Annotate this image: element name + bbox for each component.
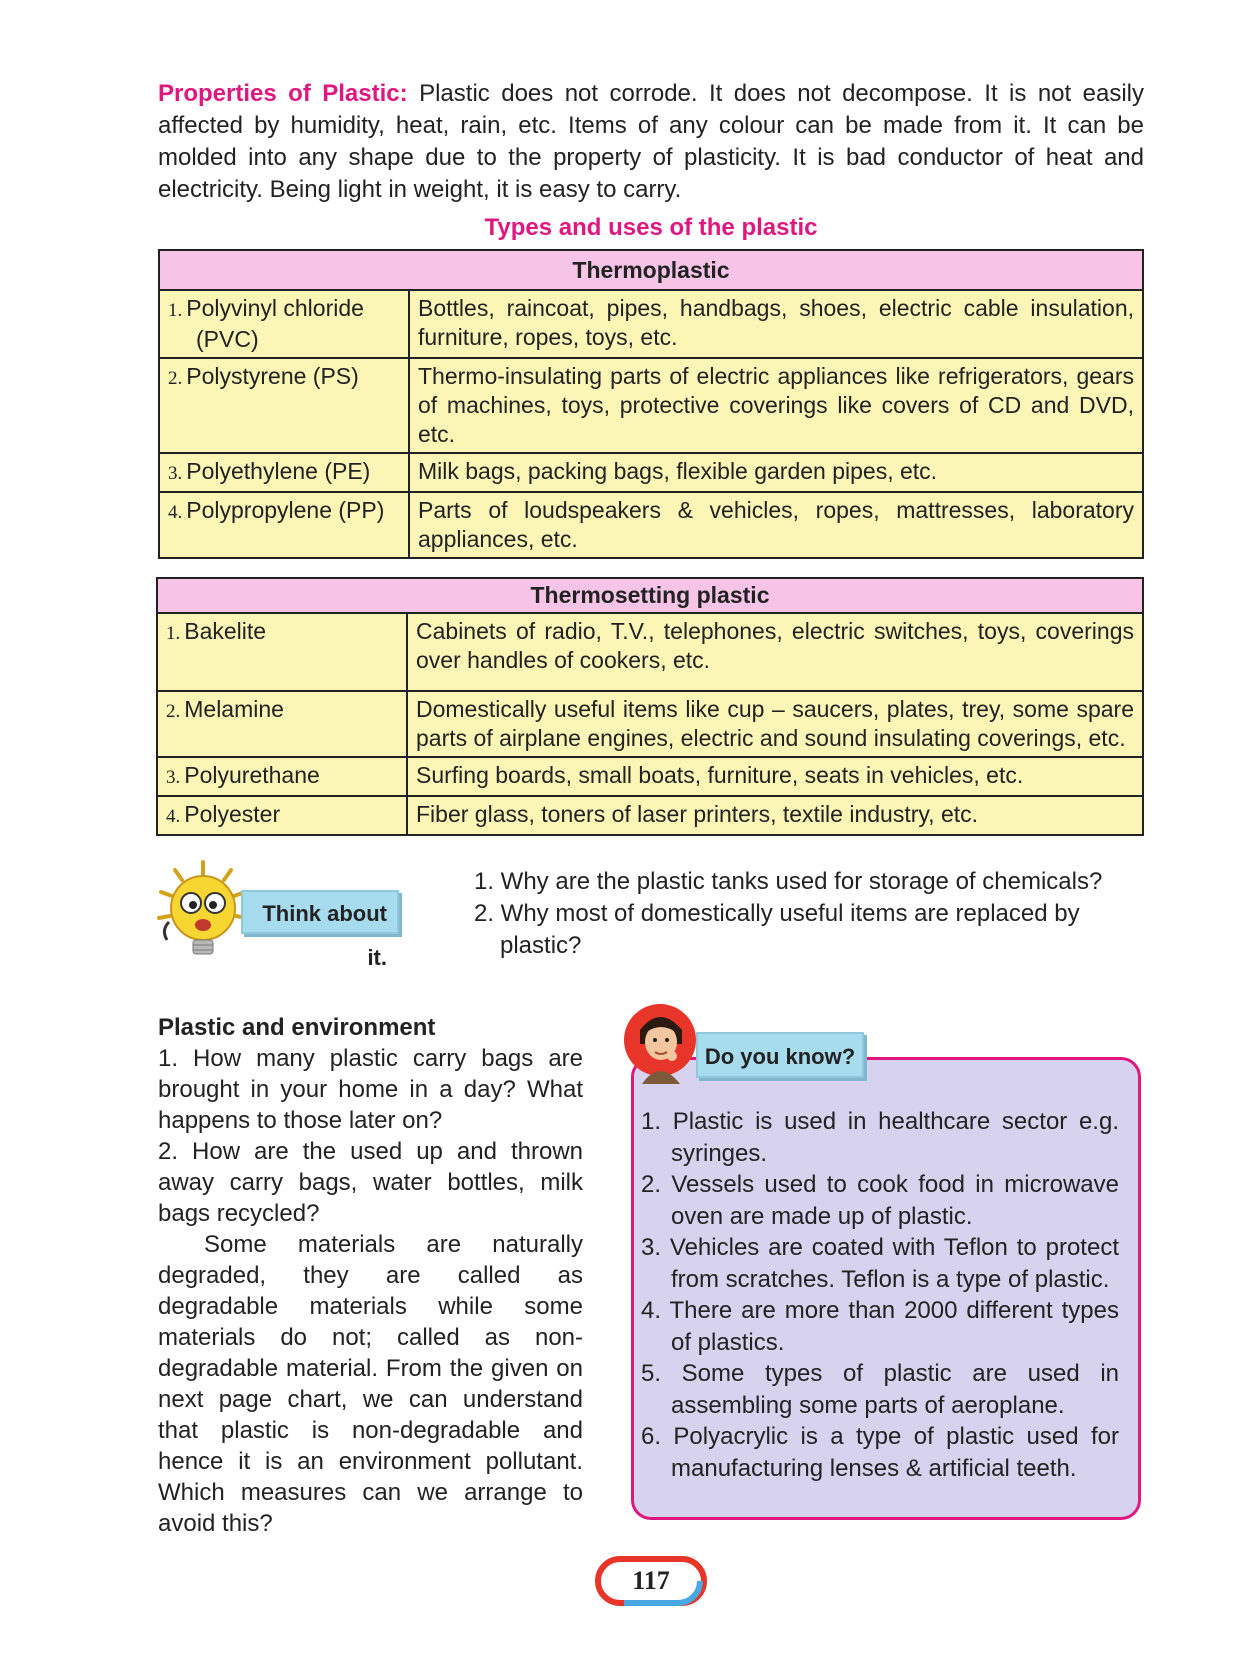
row-number: 4. xyxy=(168,502,183,523)
plastic-name-cell xyxy=(159,492,409,558)
plastic-name: Polyethylene (PE) xyxy=(186,458,371,484)
plastic-name: Bakelite xyxy=(184,618,267,644)
plastic-name-cell xyxy=(159,290,409,358)
row-number: 1. xyxy=(168,300,183,321)
environment-paragraph: Some materials are naturally degraded, they are called as degradable materials while some materials do not; called as non-degradable material. From the given on next page chart, we can understand that plastic is non-degradable and hence it is an environment pollutant. Which measures can we arrange to avoid this? xyxy=(158,1231,583,1537)
environment-question: 1. How many plastic carry bags are brought in your home in a day? What happens to those later on? xyxy=(158,1045,583,1134)
do-you-know-list xyxy=(641,1106,1119,1484)
table-row xyxy=(159,453,1143,492)
plastic-uses-cell: Thermo-insulating parts of electric appliances like refrigerators, gears of machines, toys, protective coverings like covers of CD and DVD, etc. xyxy=(409,358,1143,453)
plastic-name: Polyurethane xyxy=(184,762,320,788)
plastic-abbrev: (PVC) xyxy=(196,326,259,352)
page-number: 117 xyxy=(632,1566,670,1595)
plastic-name-cell xyxy=(157,691,407,757)
environment-section xyxy=(158,1012,583,1539)
list-item: 1. Plastic is used in healthcare sector e.g. syringes. xyxy=(641,1108,1119,1167)
list-item: 6. Polyacrylic is a type of plastic used for manufacturing lenses & artificial teeth. xyxy=(641,1423,1119,1482)
plastic-uses-cell: Surfing boards, small boats, furniture, seats in vehicles, etc. xyxy=(407,757,1143,796)
plastic-name-cell xyxy=(157,796,407,835)
plastic-name: Polystyrene (PS) xyxy=(186,363,359,389)
plastic-name-cell xyxy=(159,453,409,492)
environment-title: Plastic and environment xyxy=(158,1014,436,1041)
table-row xyxy=(159,492,1143,558)
think-about-it-label: Think about it. xyxy=(241,890,399,934)
list-item: 3. Vehicles are coated with Teflon to protect from scratches. Teflon is a type of plastic. xyxy=(641,1234,1119,1293)
table-row xyxy=(157,796,1143,835)
properties-text: Plastic does not corrode. It does not decompose. It is not easily affected by humidity, heat, rain, etc. Items of any colour can be made from it. It can be molded into any shape due to the property of plasticity. It is bad conductor of heat and electricity. Being light in weight, it is easy to carry. xyxy=(158,80,1145,203)
plastic-name: Polypropylene (PP) xyxy=(186,497,385,523)
row-number: 2. xyxy=(166,701,181,722)
table-row xyxy=(159,290,1143,358)
properties-paragraph xyxy=(158,78,1144,206)
plastic-uses-cell: Cabinets of radio, T.V., telephones, electric switches, toys, coverings over handles of cookers, etc. xyxy=(407,613,1143,691)
think-questions xyxy=(474,866,1154,962)
plastic-name-cell xyxy=(157,613,407,691)
list-item: 2. Vessels used to cook food in microwave oven are made up of plastic. xyxy=(641,1171,1119,1230)
list-item: 1. Why are the plastic tanks used for storage of chemicals? xyxy=(474,868,1103,895)
row-number: 3. xyxy=(168,463,183,484)
table-row xyxy=(157,691,1143,757)
list-item: 2. Why most of domestically useful items are replaced by plastic? xyxy=(474,900,1080,959)
plastic-uses-cell: Domestically useful items like cup – saucers, plates, trey, some spare parts of airplane engines, electric and sound insulating coverings, etc. xyxy=(407,691,1143,757)
thermoplastic-table xyxy=(158,249,1144,559)
plastic-uses-cell: Fiber glass, toners of laser printers, textile industry, etc. xyxy=(407,796,1143,835)
list-item: 4. There are more than 2000 different types of plastics. xyxy=(641,1297,1119,1356)
lightbulb-mascot-icon xyxy=(155,860,255,966)
plastic-name-cell xyxy=(157,757,407,796)
table-row xyxy=(159,358,1143,453)
types-title: Types and uses of the plastic xyxy=(484,214,818,241)
properties-lead: Properties of Plastic: xyxy=(158,80,408,107)
plastic-name: Polyester xyxy=(184,801,281,827)
row-number: 2. xyxy=(168,368,183,389)
table-row xyxy=(157,757,1143,796)
do-you-know-label: Do you know? xyxy=(696,1032,864,1078)
think-about-it-callout xyxy=(155,860,415,970)
plastic-uses-cell: Parts of loudspeakers & vehicles, ropes, mattresses, laboratory appliances, etc. xyxy=(409,492,1143,558)
row-number: 3. xyxy=(166,767,181,788)
plastic-uses-cell: Milk bags, packing bags, flexible garden pipes, etc. xyxy=(409,453,1143,492)
plastic-uses-cell: Bottles, raincoat, pipes, handbags, shoes, electric cable insulation, furniture, ropes, toys, etc. xyxy=(409,290,1143,358)
table-row xyxy=(157,613,1143,691)
row-number: 4. xyxy=(166,806,181,827)
row-number: 1. xyxy=(166,623,181,644)
thermoplastic-header: Thermoplastic xyxy=(159,250,1143,290)
list-item: 5. Some types of plastic are used in assembling some parts of aeroplane. xyxy=(641,1360,1119,1419)
plastic-name: Polyvinyl chloride xyxy=(186,295,364,321)
thermosetting-table xyxy=(156,577,1144,836)
environment-question: 2. How are the used up and thrown away carry bags, water bottles, milk bags recycled? xyxy=(158,1138,583,1227)
plastic-name-cell xyxy=(159,358,409,453)
thermosetting-header: Thermosetting plastic xyxy=(157,578,1143,613)
plastic-name: Melamine xyxy=(184,696,284,722)
